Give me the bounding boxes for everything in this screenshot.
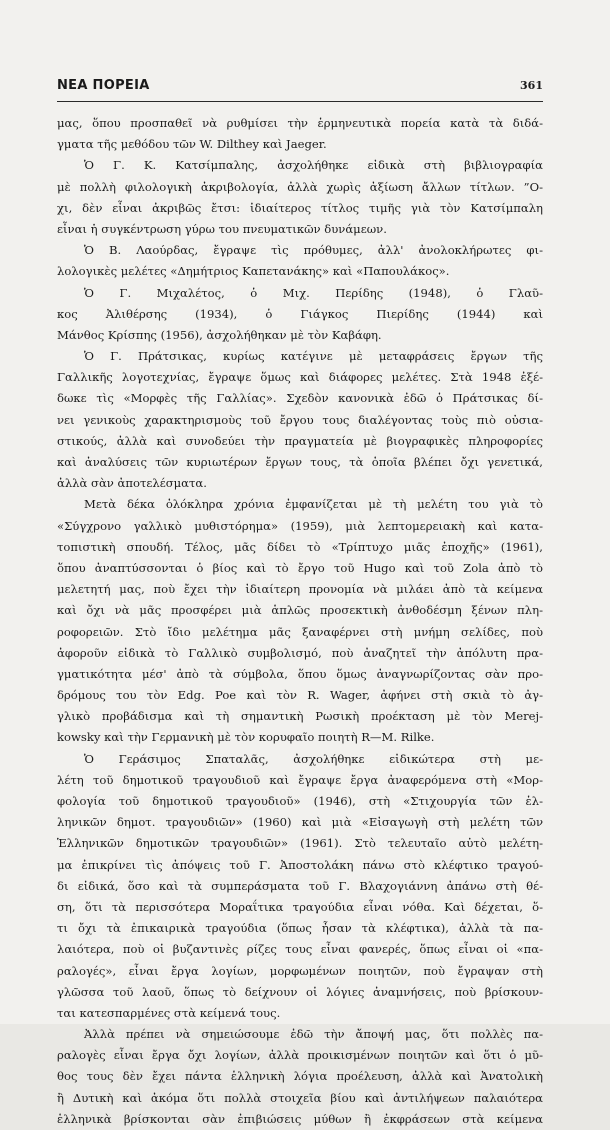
text-line: λέτη τοῦ δημοτικοῦ τραγουδιοῦ καὶ ἔγραψε ἔργα ἀναφερόμενα στὴ «Μορ- <box>57 772 543 787</box>
running-header <box>57 78 543 98</box>
text-line: νει γενικοὺς χαρακτηρισμοὺς τοῦ ἔργου τους διαλέγοντας τοὺς πιὸ οὐσια- <box>57 412 543 427</box>
body-text <box>57 113 543 1130</box>
text-line: Γαλλικῆς λογοτεχνίας, ἔγραψε ὅμως καὶ διάφορες μελέτες. Στὰ 1948 ἐξέ- <box>57 370 543 385</box>
text-line: ροφορειῶν. Στὸ ἴδιο μελέτημα μᾶς ξαναφέρνει στὴ μνήμη σελίδες, ποὺ <box>57 624 543 639</box>
text-line: ση, ὅτι τὰ περισσότερα Μοραΐτικα τραγούδια εἶναι νόθα. Καὶ δέχεται, ὅ- <box>57 899 543 914</box>
text-line: ἀλλὰ σὰν ἀποτελέσματα. <box>57 476 207 491</box>
text-line: τοπιστικὴ σπουδή. Τέλος, μᾶς δίδει τὸ «Τρίπτυχο μιᾶς ἐποχῆς» (1961), <box>57 539 543 554</box>
text-line: στικούς, ἀλλὰ καὶ συνοδεύει τὴν πραγματεία μὲ βιογραφικὲς πληροφορίες <box>57 433 543 448</box>
text-line: καὶ ὄχι νὰ μᾶς προσφέρει μιὰ ἁπλῶς προσεκτικὴ ἀνθοδέσμη ξένων πλη- <box>57 603 543 618</box>
text-line: ὅπου ἀναπτύσσονται ὁ βίος καὶ τὸ ἔργο τοῦ Hugo καὶ τοῦ Zola ἀπὸ τὸ <box>57 560 543 575</box>
text-line: ληνικῶν δημοτ. τραγουδιῶν» (1960) καὶ μιὰ «Εἰσαγωγὴ στὴ μελέτη τῶν <box>57 815 543 830</box>
text-line: Ὁ Γ. Κ. Κατσίμπαλης, ἀσχολήθηκε εἰδικὰ στὴ βιβλιογραφία <box>84 158 543 173</box>
text-line: μα ἐπικρίνει τὶς ἀπόψεις τοῦ Γ. Ἀποστολάκη πάνω στὸ κλέφτικο τραγού- <box>57 857 543 872</box>
text-line: γλικὸ προβάδισμα καὶ τὴ σημαντικὴ Ρωσικὴ προέκταση μὲ τὸν Merej- <box>57 709 543 724</box>
text-line: ἢ Δυτικὴ καὶ ἀκόμα ὅτι πολλὰ στοιχεῖα βίου καὶ ἀντιλήψεων παλαιότερα <box>57 1090 543 1105</box>
text-line: Μετὰ δέκα ὁλόκληρα χρόνια ἐμφανίζεται μὲ τὴ μελέτη του γιὰ τὸ <box>84 497 543 512</box>
text-line: kowsky καὶ τὴν Γερμανικὴ μὲ τὸν κορυφαῖο ποιητὴ R—M. Rilke. <box>57 730 435 745</box>
text-line: γματα τῆς μεθόδου τῶν W. Dilthey καὶ Jaeger. <box>57 137 327 152</box>
text-line: ραλογὲς εἶναι ἔργα ὄχι λογίων, ἀλλὰ προικισμένων ποιητῶν καὶ ὅτι ὁ μῦ- <box>57 1048 543 1063</box>
text-line: θος τους δὲν ἔχει πάντα ἑλληνικὴ λόγια προέλευση, ἀλλὰ καὶ Ἀνατολικὴ <box>57 1069 543 1084</box>
text-line: ἀφοροῦν εἰδικὰ τὸ Γαλλικὸ συμβολισμό, ποὺ ἀναζητεῖ τὴν ἀπόλυτη πρα- <box>57 645 543 660</box>
text-line: μελετητή μας, ποὺ ἔχει τὴν ἰδιαίτερη προνομία νὰ μιλάει ἀπὸ τὰ κείμενα <box>57 582 543 597</box>
header-rule <box>57 101 543 102</box>
text-line: τι ὄχι τὰ ἐπικαιρικὰ τραγούδια (ὅπως ἦσαν τὰ κλέφτικα), ἀλλὰ τὰ πα- <box>57 921 543 936</box>
text-line: Μάνθος Κρίσπης (1956), ἀσχολήθηκαν μὲ τὸν Καβάφη. <box>57 327 382 342</box>
text-line: «Σύγχρονο γαλλικὸ μυθιστόρημα» (1959), μιὰ λεπτομερειακὴ καὶ κατα- <box>57 518 543 533</box>
text-line: γματικότητα μέσ' ἀπὸ τὰ σύμβολα, ὅπου ὅμως ἀναγνωρίζοντας σὰν προ- <box>57 666 543 681</box>
text-line: Ἑλληνικῶν δημοτικῶν τραγουδιῶν» (1961). Στὸ τελευταῖο αὐτὸ μελέτη- <box>57 836 543 851</box>
text-line: δι εἰδικά, ὅσο καὶ τὰ συμπεράσματα τοῦ Γ. Βλαχογιάννη ἀπάνω στὴ θέ- <box>57 878 543 893</box>
page-number: 361 <box>520 79 543 92</box>
text-line: καὶ ἀναλύσεις τῶν κυριωτέρων ἔργων τους, τὰ ὁποῖα βλέπει ὄχι γενετικά, <box>57 455 543 469</box>
text-line: Ὁ Γ. Πράτσικας, κυρίως κατέγινε μὲ μεταφράσεις ἔργων τῆς <box>84 349 543 364</box>
text-line: Ἀλλὰ πρέπει νὰ σημειώσουμε ἐδῶ τὴν ἄποψή μας, ὅτι πολλὲς πα- <box>84 1027 543 1042</box>
text-line: δρόμους του τὸν Edg. Poe καὶ τὸν R. Wager, ἀφήνει στὴ σκιὰ τὸ ἀγ- <box>57 688 543 703</box>
text-line: κος Ἀλιθέρσης (1934), ὁ Γιάγκος Πιερίδης (1944) καὶ <box>57 306 543 321</box>
text-line: λαιότερα, ποὺ οἱ βυζαντινὲς ρίζες τους εἶναι φανερές, ὅπως εἶναι οἱ «πα- <box>57 942 543 957</box>
text-line: μὲ πολλὴ φιλολογικὴ ἀκριβολογία, ἀλλὰ χωρὶς ἀξίωση ἄλλων τίτλων. ”Ο- <box>57 179 543 194</box>
text-line: χι, δὲν εἶναι ἀκριβῶς ἔτσι: ἰδιαίτερος τίτλος τιμῆς γιὰ τὸν Κατσίμπαλη <box>57 200 543 215</box>
text-line: μας, ὅπου προσπαθεῖ νὰ ρυθμίσει τὴν ἑρμηνευτικὰ πορεία κατὰ τὰ διδά- <box>57 116 543 130</box>
text-line: ἑλληνικὰ βρίσκονται σὰν ἐπιβιώσεις μύθων ἢ ἐκφράσεων στὰ κείμενα <box>57 1111 543 1126</box>
text-line: λολογικὲς μελέτες «Δημήτριος Καπετανάκης» καὶ «Παπουλάκος». <box>57 264 450 279</box>
text-line: ται κατεσπαρμένες στὰ κείμενά τους. <box>57 1005 281 1020</box>
text-line: εἶναι ἡ συγκέντρωση γύρω του πνευματικῶν δυνάμεων. <box>57 221 387 236</box>
text-line: Ὁ Β. Λαούρδας, ἔγραψε τὶς πρόθυμες, ἀλλ' ἀνολοκλήρωτες φι- <box>84 243 543 258</box>
journal-title: ΝΕΑ ΠΟΡΕΙΑ <box>57 78 150 93</box>
text-line: Ὁ Γεράσιμος Σπαταλᾶς, ἀσχολήθηκε εἰδικώτερα στὴ με- <box>84 751 543 766</box>
text-line: φολογία τοῦ δημοτικοῦ τραγουδιοῦ» (1946), στὴ «Στιχουργία τῶν ἑλ- <box>57 794 543 808</box>
text-line: δωκε τὶς «Μορφὲς τῆς Γαλλίας». Σχεδὸν κανονικὰ ἐδῶ ὁ Πράτσικας δί- <box>57 391 543 406</box>
text-line: γλῶσσα τοῦ λαοῦ, ὅπως τὸ δείχνουν οἱ λόγιες ἀναμνήσεις, ποὺ βρίσκουν- <box>57 984 543 999</box>
text-line: ραλογές», εἶναι ἔργα λογίων, μορφωμένων ποιητῶν, ποὺ ἔγραψαν στὴ <box>57 963 543 978</box>
text-line: Ὁ Γ. Μιχαλέτος, ὁ Μιχ. Περίδης (1948), ὁ Γλαῦ- <box>84 285 543 300</box>
